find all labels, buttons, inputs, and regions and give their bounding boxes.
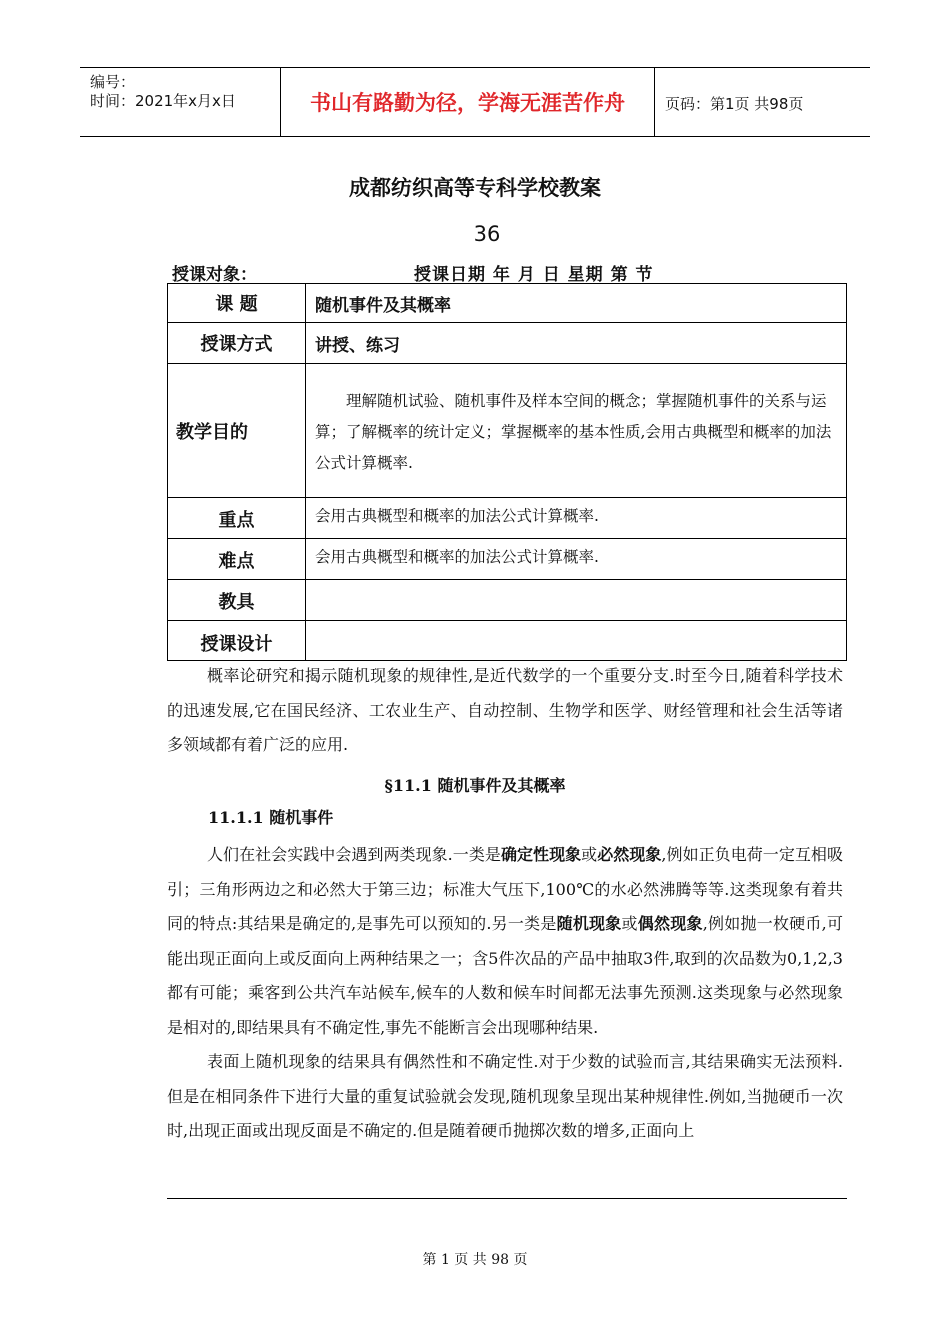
objective-value: 理解随机试验、随机事件及样本空间的概念；掌握随机事件的关系与运算；了解概率的统计定义；掌握概率的基本性质,会用古典概型和概率的加法公式计算概率. [306, 364, 847, 498]
row-method [168, 323, 847, 364]
term-deterministic: 确定性现象 [500, 845, 582, 864]
paragraph-1 [167, 838, 843, 1045]
paragraph-2: 表面上随机现象的结果具有偶然性和不确定性.对于少数的试验而言,其结果确实无法预料.但是在相同条件下进行大量的重复试验就会发现,随机现象呈现出某种规律性.例如,当抛硬币一次时,出现正面或出现反面是不确定的.但是随着硬币抛掷次数的增多,正面向上 [167, 1052, 843, 1140]
design-value [306, 621, 847, 661]
p1-text-f: ,例如抛一枚硬币,可能出现正面向上或反面向上两种结果之一；含5件次品的产品中抽取3件,取到的次品数为0,1,2,3都有可能；乘客到公共汽车站候车,候车的人数和候车时间都无法事先预测.这类现象与必然现象是相对的,即结果具有不确定性,事先不能断言会出现哪种结果. [167, 914, 843, 1037]
difficulty-label: 难点 [168, 539, 306, 580]
audience-label: 授课对象： [172, 265, 257, 285]
topic-value: 随机事件及其概率 [306, 284, 847, 323]
page-info: 页码：第1页 共98页 [665, 95, 804, 113]
tools-label: 教具 [168, 580, 306, 621]
row-focus [168, 498, 847, 539]
section-heading: §11.1 随机事件及其概率 [384, 776, 566, 795]
page-footer: 第 1 页 共 98 页 [422, 1252, 528, 1268]
row-topic [168, 284, 847, 323]
p1-text-e: 或 [621, 914, 638, 933]
term-random: 随机现象 [556, 914, 622, 933]
design-label: 授课设计 [168, 621, 306, 661]
term-inevitable: 必然现象 [597, 845, 662, 864]
row-design [168, 621, 847, 661]
row-tools [168, 580, 847, 621]
motto: 书山有路勤为径，学海无涯苦作舟 [281, 68, 655, 136]
page-header [80, 67, 870, 137]
subsection-heading: 11.1.1 随机事件 [208, 808, 334, 827]
code-label: 编号： [90, 73, 136, 91]
document-title: 成都纺织高等专科学校教案 [349, 176, 601, 200]
p1-text-c: 或 [581, 845, 598, 864]
footer-rule [167, 1198, 847, 1199]
lesson-plan-table [167, 283, 847, 661]
lesson-number: 36 [473, 222, 501, 246]
difficulty-value: 会用古典概型和概率的加法公式计算概率. [306, 539, 847, 580]
time-label: 时间：2021年x月x日 [90, 92, 236, 110]
focus-value: 会用古典概型和概率的加法公式计算概率. [306, 498, 847, 539]
intro-paragraph: 概率论研究和揭示随机现象的规律性,是近代数学的一个重要分支.时至今日,随着科学技术的迅速发展,它在国民经济、工农业生产、自动控制、生物学和医学、财经管理和社会生活等诸多领域都有着广泛的应用. [167, 666, 843, 754]
term-accidental: 偶然现象 [637, 914, 703, 933]
intro-block [167, 659, 843, 763]
content-block [167, 838, 843, 1149]
objective-label: 教学目的 [168, 364, 306, 498]
tools-value [306, 580, 847, 621]
method-label: 授课方式 [168, 323, 306, 364]
date-line: 授课日期 年 月 日 星期 第 节 [414, 265, 654, 285]
header-meta-cell [80, 68, 281, 136]
row-difficulty [168, 539, 847, 580]
topic-label: 课 题 [168, 284, 306, 323]
row-objective [168, 364, 847, 498]
method-value: 讲授、练习 [306, 323, 847, 364]
p1-text-a: 人们在社会实践中会遇到两类现象.一类是 [207, 845, 501, 864]
focus-label: 重点 [168, 498, 306, 539]
p1-text-d: ,例如正负电荷一定互相吸引；三角形两边之和必然大于第三边；标准大气压下,100℃的水必然沸腾等等.这类现象有着共同的特点:其结果是确定的,是事先可以预知的.另一类是 [167, 845, 843, 933]
